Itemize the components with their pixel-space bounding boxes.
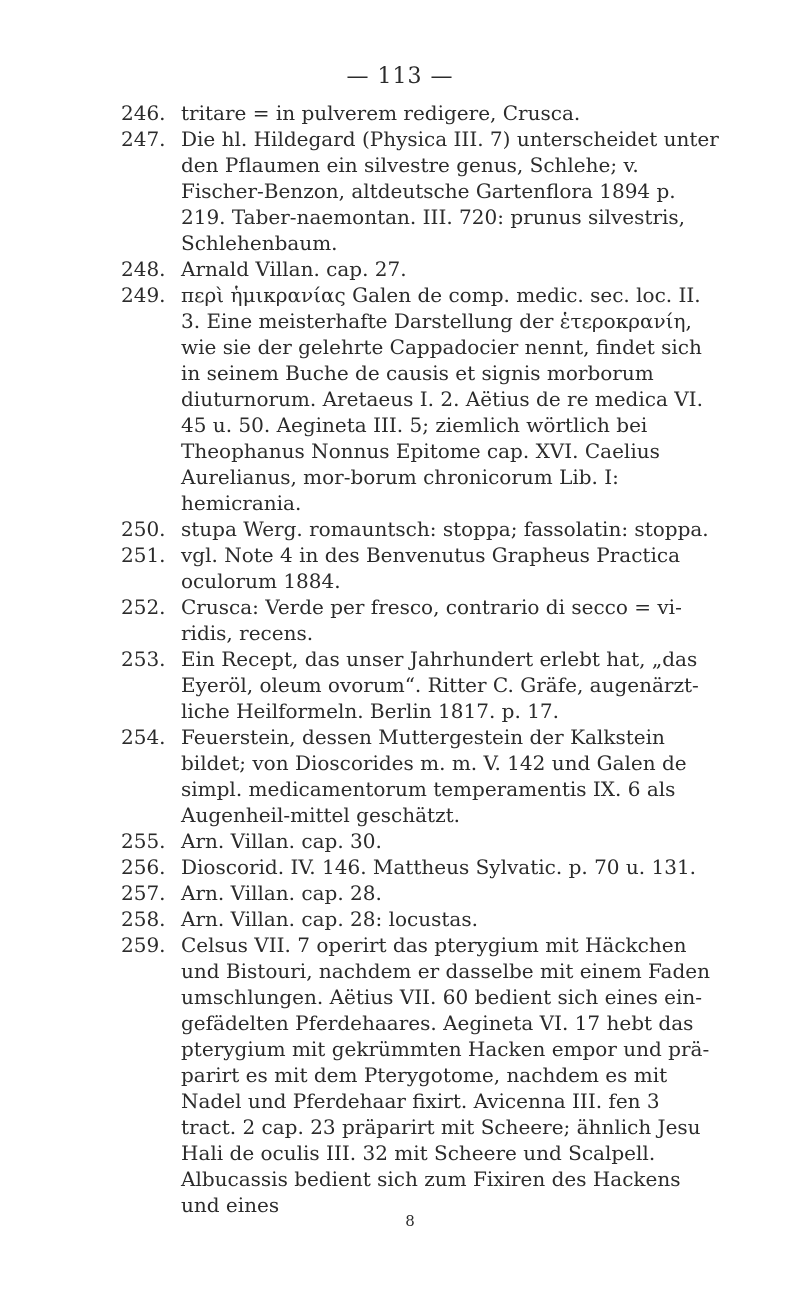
note-254 [121,724,721,828]
note-number: 254. [121,725,166,749]
note-text: Arnald Villan. cap. 27. [181,257,407,281]
note-257 [121,880,721,906]
note-247 [121,126,721,256]
note-text: Feuerstein, dessen Muttergestein der Kalkstein bildet; von Dioscorides m. m. V. 142 und Galen de simpl. medicamentorum temperamentis IX. 6 als Augenheil-mittel geschätzt. [181,725,687,827]
note-number: 246. [121,101,166,125]
note-255 [121,828,721,854]
note-number: 252. [121,595,166,619]
note-number: 253. [121,647,166,671]
note-number: 258. [121,907,166,931]
note-text: Crusca: Verde per fresco, contrario di secco = vi-ridis, recens. [181,595,682,645]
note-256 [121,854,721,880]
note-number: 256. [121,855,166,879]
note-text: Ein Recept, das unser Jahrhundert erlebt hat, „das Eyeröl, oleum ovorum“. Ritter C. Gräfe, augenärzt-liche Heilformeln. Berlin 1817. p. 17. [181,647,699,723]
notes-list [121,100,721,1218]
note-249 [121,282,721,516]
signature-mark: 8 [405,1212,415,1230]
note-251 [121,542,721,594]
note-number: 259. [121,933,166,957]
note-text: vgl. Note 4 in des Benvenutus Grapheus Practica oculorum 1884. [181,543,680,593]
note-number: 251. [121,543,166,567]
note-259 [121,932,721,1218]
note-number: 247. [121,127,166,151]
note-text: tritare = in pulverem redigere, Crusca. [181,101,581,125]
note-text: Dioscorid. IV. 146. Mattheus Sylvatic. p. 70 u. 131. [181,855,697,879]
note-number: 257. [121,881,166,905]
note-258 [121,906,721,932]
note-text: Arn. Villan. cap. 28. [181,881,382,905]
note-number: 250. [121,517,166,541]
note-248 [121,256,721,282]
note-number: 248. [121,257,166,281]
note-253 [121,646,721,724]
note-number: 255. [121,829,166,853]
note-number: 249. [121,283,166,307]
note-text: stupa Werg. romauntsch: stoppa; fassolatin: stoppa. [181,517,709,541]
note-text: Celsus VII. 7 operirt das pterygium mit Häckchen und Bistouri, nachdem er dasselbe mit einem Faden umschlungen. Aëtius VII. 60 bedient sich eines ein-gefädelten Pferdehaares. Aegineta VI. 17 hebt das pterygium mit gekrümmten Hacken empor und prä-parirt es mit dem Pterygotome, nachdem es mit Nadel und Pferdehaar fixirt. Avicenna III. fen 3 tract. 2 cap. 23 präparirt mit Scheere; ähnlich Jesu Hali de oculis III. 32 mit Scheere und Scalpell. Albucassis bedient sich zum Fixiren des Hackens und eines [181,933,710,1217]
note-text: Arn. Villan. cap. 28: locustas. [181,907,478,931]
note-246 [121,100,721,126]
note-text: Die hl. Hildegard (Physica III. 7) unterscheidet unter den Pflaumen ein silvestre genus, Schlehe; v. Fischer-Benzon, altdeutsche Gartenflora 1894 p. 219. Taber-naemontan. III. 720: prunus silvestris, Schlehenbaum. [181,127,719,255]
note-252 [121,594,721,646]
page-number-header: — 113 — [346,64,454,89]
note-250 [121,516,721,542]
note-text: Arn. Villan. cap. 30. [181,829,382,853]
note-text: περὶ ἡμικρανίας Galen de comp. medic. sec. loc. II. 3. Eine meisterhafte Darstellung der ἑτεροκρανίη, wie sie der gelehrte Cappadocier nennt, findet sich in seinem Buche de causis et signis morborum diuturnorum. Aretaeus I. 2. Aëtius de re medica VI. 45 u. 50. Aegineta III. 5; ziemlich wörtlich bei Theophanus Nonnus Epitome cap. XVI. Caelius Aurelianus, mor-borum chronicorum Lib. I: hemicrania. [181,283,703,515]
